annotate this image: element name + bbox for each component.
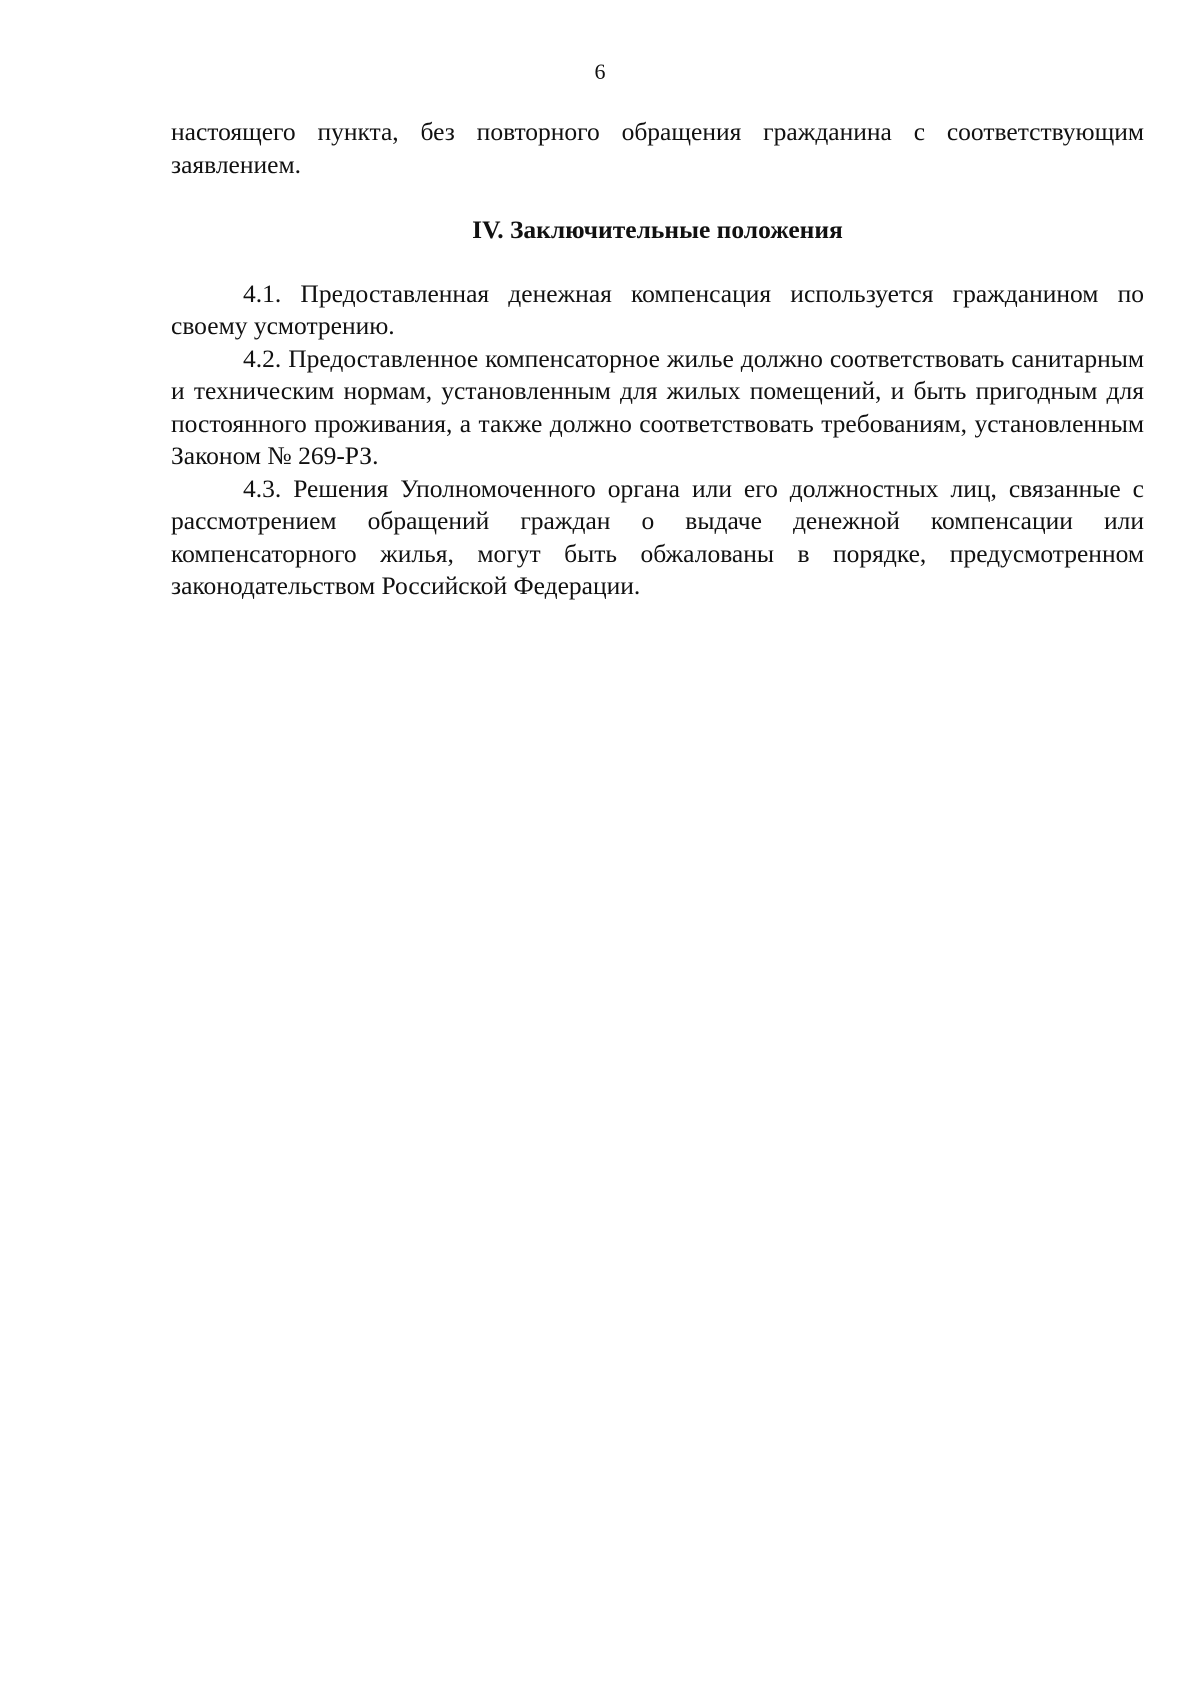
paragraph-4-2: 4.2. Предоставленное компенсаторное жилье должно соответствовать санитарным и техническим нормам, установленным для жилых помещений, и быть пригодным для постоянного проживания, а также должно соответствовать требованиям, установленным Законом № 269-РЗ. [171,343,1144,470]
section-heading: IV. Заключительные положения [472,215,843,244]
continuation-paragraph: настоящего пункта, без повторного обращения гражданина с соответствующим заявлением. [171,117,1144,179]
paragraph-4-3: 4.3. Решения Уполномоченного органа или его должностных лиц, связанные с рассмотрением обращений граждан о выдаче денежной компенсации или компенсаторного жилья, могут быть обжалованы в порядке, предусмотренном законодательством Российской Федерации. [171,473,1144,600]
page-number: 6 [594,59,606,84]
paragraph-4-1: 4.1. Предоставленная денежная компенсация используется гражданином по своему усмотрению. [171,278,1144,340]
document-body [171,116,1144,603]
